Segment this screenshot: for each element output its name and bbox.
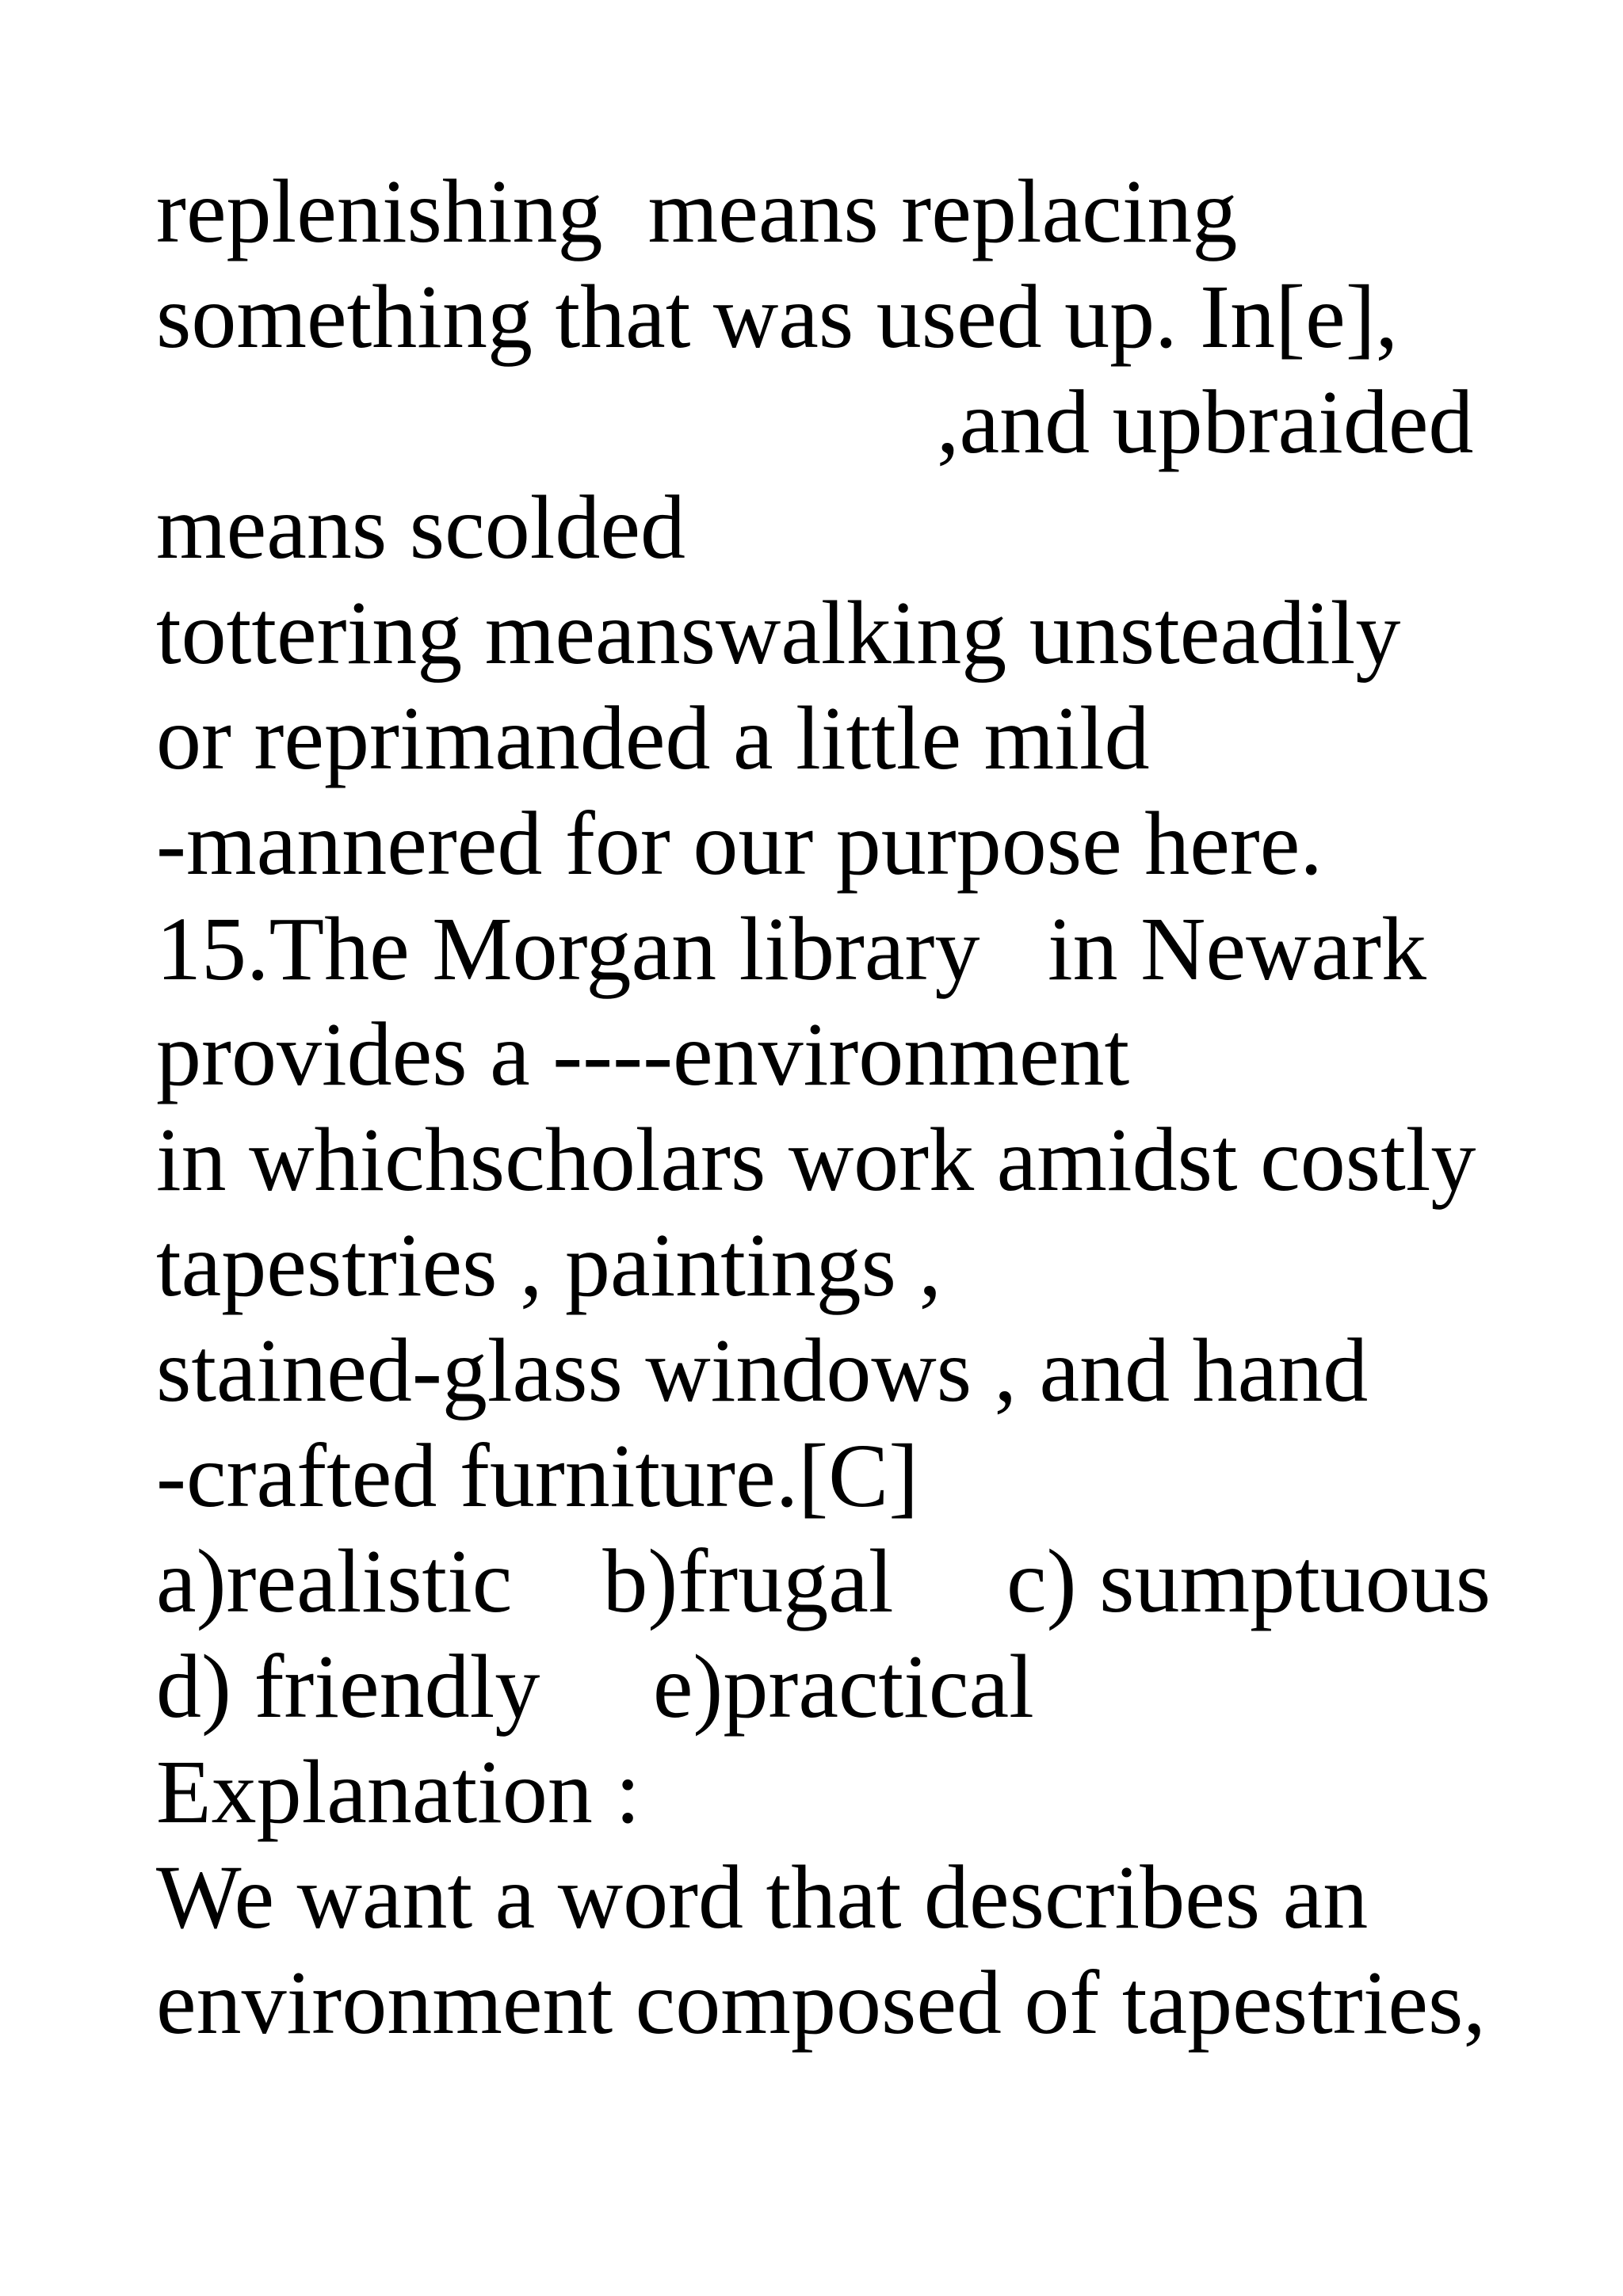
text-line: something that was used up. In[e], <box>156 266 1399 367</box>
text-line: tottering meanswalking unsteadily <box>156 582 1401 683</box>
text-line: -crafted furniture.[C] <box>156 1425 919 1526</box>
text-line: or reprimanded a little mild <box>156 688 1150 788</box>
text-line: -mannered for our purpose here. <box>156 793 1323 894</box>
text-line: replenishing means replacing <box>156 161 1238 261</box>
answer-options: a)realistic b)frugal c) sumptuous <box>156 1531 1491 1631</box>
text-line: ,and upbraided <box>937 372 1474 472</box>
document-body <box>156 158 1583 2055</box>
text-line: in whichscholars work amidst costly <box>156 1109 1476 1210</box>
question-title: 15.The Morgan library in Newark <box>156 898 1426 999</box>
text-line: environment composed of tapestries, <box>156 1952 1486 2053</box>
explanation-heading: Explanation : <box>156 1741 641 1842</box>
answer-options: d) friendly e)practical <box>156 1636 1034 1737</box>
text-line: We want a word that describes an <box>156 1847 1369 1947</box>
text-line: provides a ----environment <box>156 1004 1130 1104</box>
text-line: tapestries , paintings , <box>156 1215 941 1315</box>
text-line: means scolded <box>156 477 685 578</box>
text-line: stained-glass windows , and hand <box>156 1320 1369 1421</box>
